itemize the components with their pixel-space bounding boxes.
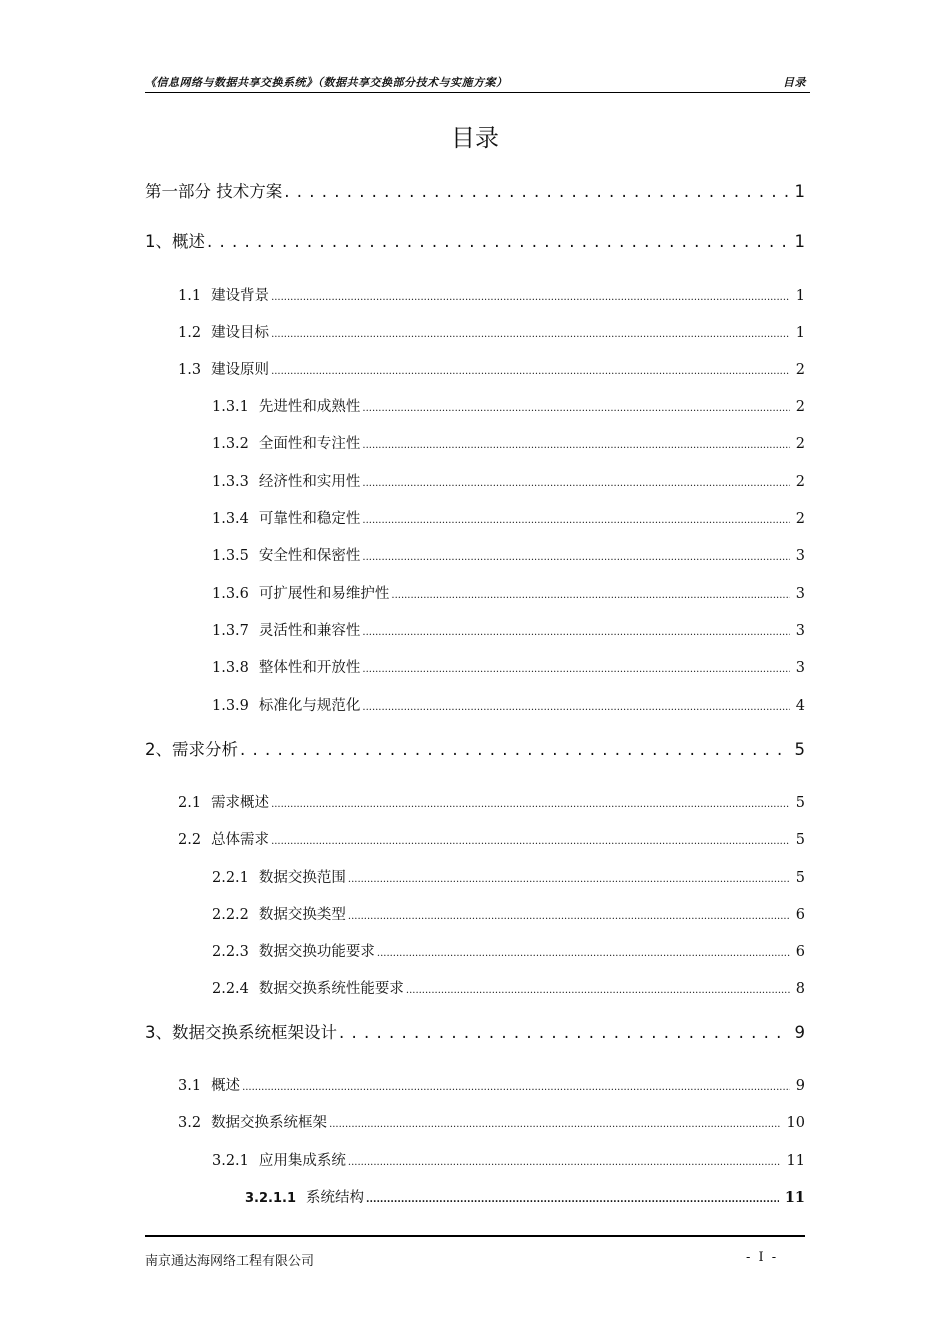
toc-leader: [362, 623, 789, 639]
toc-leader: [348, 870, 790, 886]
toc-entry-text: 数据交换功能要求: [258, 944, 375, 960]
toc-entry-text: 经济性和实用性: [258, 474, 361, 490]
toc-page-number: 5: [794, 740, 805, 759]
toc-entry[interactable]: [178, 1074, 805, 1095]
header-document-title: 《信息网络与数据共享交换系统》（数据共享交换部分技术与实施方案）: [145, 76, 508, 89]
toc-entry-number: 2.2.1: [212, 870, 249, 886]
toc-entry[interactable]: [212, 544, 805, 565]
toc-leader: [271, 832, 790, 848]
toc-entry-number: 1.3.4: [212, 511, 249, 527]
toc-page-number: 2: [795, 511, 805, 527]
toc-leader: [240, 740, 789, 759]
toc-page-number: 3: [795, 623, 805, 639]
footer-company: 南京通达海网络工程有限公司: [145, 1254, 315, 1269]
toc-entry-number: 1.3: [178, 362, 202, 378]
toc-entry[interactable]: [178, 358, 805, 379]
toc-page-number: 4: [795, 698, 805, 714]
toc-leader: [362, 698, 789, 714]
toc-page-number: 3: [795, 586, 805, 602]
toc-leader: [271, 795, 790, 811]
toc-entry[interactable]: [212, 395, 805, 416]
toc-page-number: 2: [795, 474, 805, 490]
toc-entry-text: 1、概述: [145, 232, 205, 251]
toc-entry-text: 数据交换类型: [258, 907, 346, 923]
toc-leader: [362, 474, 789, 490]
toc-entry-number: 1.3.1: [212, 399, 249, 415]
toc-entry[interactable]: [178, 828, 805, 849]
toc-entry-number: 2.2: [178, 832, 202, 848]
toc-page-number: 1: [795, 288, 805, 304]
toc-entry-number: 1.3.3: [212, 474, 249, 490]
toc-leader: [362, 548, 789, 564]
toc-leader: [362, 660, 789, 676]
toc-entry-text: 可靠性和稳定性: [258, 511, 361, 527]
toc-page-number: 3: [795, 548, 805, 564]
toc-entry-number: 1.3.5: [212, 548, 249, 564]
toc-entry-text: 数据交换范围: [258, 870, 346, 886]
toc-entry-text: 3、数据交换系统框架设计: [145, 1023, 337, 1042]
toc-entry-number: 2.2.2: [212, 907, 249, 923]
toc-entry-text: 安全性和保密性: [258, 548, 361, 564]
toc-leader: [271, 288, 790, 304]
toc-entry-number: 1.2: [178, 325, 202, 341]
toc-entry-number: 3.2.1.1: [245, 1191, 296, 1206]
toc-leader: [362, 399, 789, 415]
toc-entry[interactable]: [212, 694, 805, 715]
toc-page-number: 5: [795, 870, 805, 886]
toc-entry[interactable]: [178, 791, 805, 812]
toc-entry-text: 标准化与规范化: [258, 698, 361, 714]
toc-entry[interactable]: [212, 432, 805, 453]
page-title: 目录: [451, 124, 499, 152]
toc-leader: [207, 232, 789, 251]
toc-page-number: 10: [786, 1115, 805, 1131]
toc-entry-text: 建设原则: [211, 362, 270, 378]
toc-page-number: 2: [795, 399, 805, 415]
toc-entry-text: 可扩展性和易维护性: [258, 586, 390, 602]
toc-leader: [377, 944, 790, 960]
toc-entry[interactable]: [145, 178, 805, 202]
toc-entry-number: 3.2.1: [212, 1153, 249, 1169]
toc-entry[interactable]: [212, 866, 805, 887]
toc-page-number: 6: [795, 944, 805, 960]
toc-page-number: 5: [795, 795, 805, 811]
toc-entry-text: 第一部分 技术方案: [145, 182, 283, 201]
toc-entry-number: 3.1: [178, 1078, 202, 1094]
header-section-label: 目录: [783, 76, 806, 89]
toc-entry[interactable]: [212, 977, 805, 998]
toc-entry-number: 1.3.6: [212, 586, 249, 602]
toc-entry[interactable]: [212, 940, 805, 961]
toc-page-number: 9: [795, 1078, 805, 1094]
toc-leader: [366, 1189, 779, 1206]
toc-page-number: 11: [784, 1189, 805, 1206]
toc-page-number: 8: [795, 981, 805, 997]
toc-entry-number: 3.2: [178, 1115, 202, 1131]
toc-entry-text: 需求概述: [211, 795, 270, 811]
toc-entry-number: 2.1: [178, 795, 202, 811]
toc-entry-number: 1.3.2: [212, 436, 249, 452]
toc-page-number: 1: [794, 182, 805, 201]
toc-entry[interactable]: [245, 1186, 805, 1207]
toc-leader: [406, 981, 790, 997]
toc-entry-text: 全面性和专注性: [258, 436, 361, 452]
toc-entry-text: 整体性和开放性: [258, 660, 361, 676]
toc-page-number: 1: [795, 325, 805, 341]
toc-entry-number: 1.3.9: [212, 698, 249, 714]
toc-entry-text: 数据交换系统性能要求: [258, 981, 404, 997]
toc-leader: [348, 1153, 781, 1169]
toc-entry[interactable]: [212, 470, 805, 491]
toc-entry[interactable]: [145, 1019, 805, 1043]
toc-entry[interactable]: [212, 619, 805, 640]
toc-entry-text: 灵活性和兼容性: [258, 623, 361, 639]
toc-entry[interactable]: [212, 656, 805, 677]
toc-page-number: 9: [794, 1023, 805, 1042]
toc-entry-text: 数据交换系统框架: [211, 1115, 328, 1131]
toc-entry-text: 先进性和成熟性: [258, 399, 361, 415]
footer-page-number: - I -: [746, 1250, 779, 1265]
toc-entry-number: 1.3.7: [212, 623, 249, 639]
toc-entry[interactable]: [145, 228, 805, 252]
toc-entry-text: 2、需求分析: [145, 740, 238, 759]
toc-leader: [329, 1115, 780, 1131]
toc-leader: [391, 586, 789, 602]
toc-entry-text: 建设目标: [211, 325, 270, 341]
toc-page-number: 5: [795, 832, 805, 848]
toc-entry[interactable]: [178, 321, 805, 342]
footer-divider: [145, 1235, 805, 1237]
page-header: [145, 72, 810, 93]
toc-leader: [242, 1078, 790, 1094]
toc-entry-text: 总体需求: [211, 832, 270, 848]
toc-leader: [339, 1023, 789, 1042]
toc-leader: [362, 511, 789, 527]
toc-entry[interactable]: [212, 507, 805, 528]
toc-page-number: 11: [786, 1153, 805, 1169]
toc-entry-text: 系统结构: [306, 1190, 364, 1206]
toc-page-number: 2: [795, 362, 805, 378]
toc-entry-text: 概述: [211, 1078, 241, 1094]
toc-leader: [271, 325, 790, 341]
toc-entry-number: 2.2.4: [212, 981, 249, 997]
toc-page-number: 3: [795, 660, 805, 676]
toc-entry[interactable]: [212, 1149, 805, 1170]
toc-entry-number: 1.3.8: [212, 660, 249, 676]
toc-entry-text: 应用集成系统: [258, 1153, 346, 1169]
toc-entry[interactable]: [212, 903, 805, 924]
toc-entry[interactable]: [145, 736, 805, 760]
toc-entry[interactable]: [212, 582, 805, 603]
toc-leader: [362, 436, 789, 452]
toc-entry-number: 1.1: [178, 288, 202, 304]
toc-leader: [284, 182, 788, 201]
toc-leader: [348, 907, 790, 923]
toc-page-number: 1: [794, 232, 805, 251]
toc-page-number: 2: [795, 436, 805, 452]
toc-entry[interactable]: [178, 284, 805, 305]
toc-leader: [271, 362, 790, 378]
toc-page-number: 6: [795, 907, 805, 923]
toc-entry[interactable]: [178, 1111, 805, 1132]
toc-entry-text: 建设背景: [211, 288, 270, 304]
toc-entry-number: 2.2.3: [212, 944, 249, 960]
